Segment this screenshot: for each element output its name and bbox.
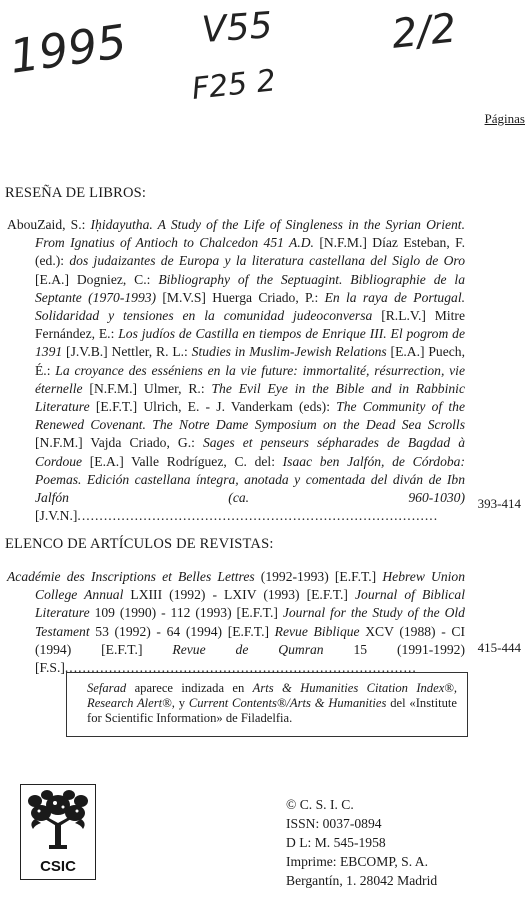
text-run: Current Contents®/Arts & Humanities [188,696,387,710]
text-run: [E.A.] Valle Rodríguez, C. del: [82,453,283,469]
tree-icon [25,789,91,853]
imprint-printer: Imprime: EBCOMP, S. A. [286,854,428,869]
csic-logo [20,784,96,880]
text-run: AbouZaid, S.: [7,217,91,232]
text-run: Journal of Biblical Literature [35,587,465,621]
text-run: ................................................................................ [64,660,417,676]
text-run: Studies in Muslim-Jewish Relations [191,344,387,360]
text-run: 15 (1991-1992) [F.S.] [35,641,465,676]
text-run: Sages et penseurs sépharades de Bagdad à Cordoue [35,435,465,469]
text-run: The Evil Eye in the Bible and in Rabbinic Literature [35,380,465,415]
text-run: [E.F.T.] Ulrich, E. - J. Vanderkam (eds): [89,399,337,415]
elenco-section-title: ELENCO DE ARTÍCULOS DE REVISTAS: [5,536,274,552]
handwritten-volume: 2/2 [389,5,459,58]
text-run: [N.F.M.] Díaz Esteban, F. (ed.): [35,235,465,269]
resena-entry [7,216,465,525]
imprint-block [286,795,437,890]
text-run: 53 (1992) - 64 (1994) [E.F.T.] [89,623,275,639]
text-run: The Community of the Renewed Covenant. The Notre Dame Symposium on the Dead Sea Scrolls [35,399,466,433]
text-run: Bibliography of the Septuagint. Bibliographie de la Septante (1970-1993) [35,271,465,305]
resena-section-title: RESEÑA DE LIBROS: [5,185,147,201]
imprint-issn: ISSN: 0037-0894 [286,816,382,831]
text-run: [R.L.V.] Mitre Fernández, E.: [35,308,465,342]
text-run: LXIII (1992) - LXIV (1993) [E.F.T.] [123,587,355,603]
text-run: La croyance des esséniens en la vie future: immortalité, résurrection, vie éternelle [35,362,465,396]
text-run: [J.V.N.] [35,508,78,524]
imprint-address: Bergantín, 1. 28042 Madrid [286,873,438,888]
text-run: dos judaizantes de Europa y la literatura castellana del Siglo de Oro [69,253,465,269]
text-run: Los judíos de Castilla en tiempos de Enrique III. El pogrom de 1391 [35,326,465,360]
text-run: Hebrew Union College Annual [35,569,466,603]
text-run: Isaac ben Jalfón, de Córdoba: Poemas. Edición castellana íntegra, anotada y comentada del diván de Ibn Jalfón (ca. 960-1030) [35,453,465,506]
text-run: (1992-1993) [E.F.T.] [254,569,383,584]
text-run: Iḥidayutha. A Study of the Life of Singleness in the Syrian Orient. From Ignatius of Antioch to Chalcedon 451 A.D. [35,217,465,251]
text-run: [N.F.M.] Vajda Criado, G.: [35,435,203,451]
text-run: del «Institute for Scientific Information» de Filadelfia. [87,696,457,725]
handwritten-code-2: F25 2 [190,63,278,107]
resena-page-range: 393-414 [477,496,521,511]
text-run: En la raya de Portugal. Solidaridad y tensiones en la comunidad judeoconversa [35,289,465,324]
text-run: aparece indizada en [126,681,253,695]
text-run: Sefarad [87,681,127,695]
text-run: XCV (1988) - CI (1994) [E.F.T.] [35,623,465,657]
text-run: [J.V.B.] Nettler, R. L.: [62,344,192,360]
text-run: 109 (1990) - 112 (1993) [E.F.T.] [89,605,283,621]
handwritten-year: 1995 [6,13,130,84]
text-run: [E.A.] Dogniez, C.: [35,271,159,287]
imprint-legal-deposit: D L: M. 545-1958 [286,835,386,850]
text-run: Académie des Inscriptions et Belles Lettres [7,569,255,584]
text-run: [E.A.] Puech, É.: [35,344,465,378]
text-run: Arts & Humanities Citation Index®, Research Alert®, [87,681,457,710]
csic-logo-label: CSIC [40,858,76,875]
text-run: [N.F.M.] Ulmer, R.: [82,380,212,396]
text-run: Revue de Qumran [172,641,324,657]
text-run: .................................................................................. [77,508,439,524]
imprint-copyright: © C. S. I. C. [286,797,354,812]
text-run: [M.V.S] Huerga Criado, P.: [156,289,325,305]
text-run: Revue Biblique [274,623,360,639]
paginas-header: Páginas [484,111,525,126]
elenco-entry [7,568,465,677]
elenco-page-range: 415-444 [477,640,521,655]
text-run: y [174,696,189,710]
handwritten-code: V55 [200,5,274,51]
text-run: Journal for the Study of the Old Testament [35,605,465,639]
index-note-box [66,672,468,737]
